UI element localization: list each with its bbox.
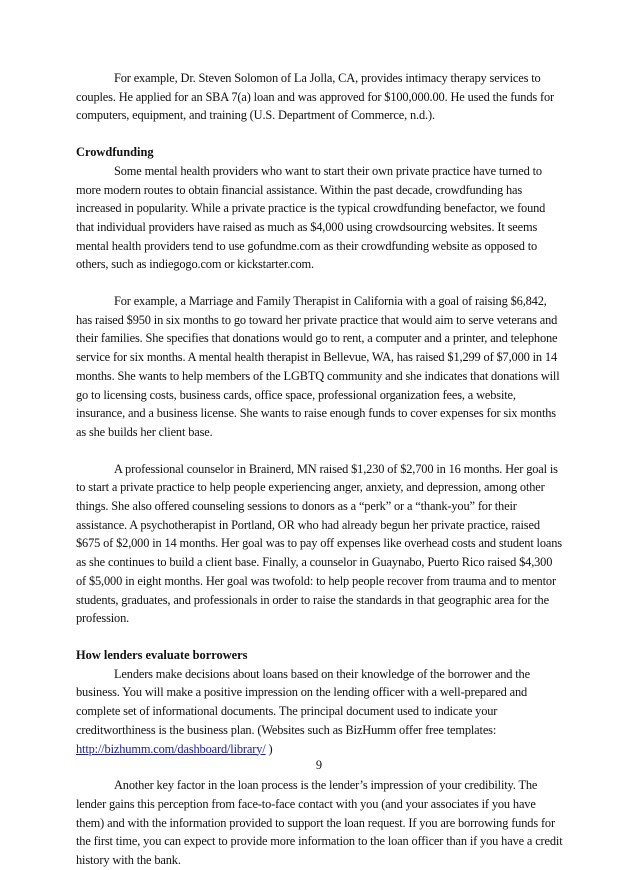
- paragraph-gap: [76, 628, 563, 646]
- lenders-text: Lenders make decisions about loans based on their knowledge of the borrower and the business. You will make a positive impression on the lending officer with a well-prepared and complete set of informational documents. The principal document used to indicate your creditworthiness is the business plan. (Websites such as BizHumm offer free templates:: [76, 666, 530, 737]
- paragraph-crowdfunding-intro: Some mental health providers who want to start their own private practice have turned to more modern routes to obtain financial assistance. Within the past decade, crowdfunding has increased in popularity. While a private practice is the typical crowdfunding benefactor, we found that individual providers have raised as much as $4,000 using crowdsourcing websites. It seems mental health providers tend to use gofundme.com as their crowdfunding website as opposed to others, such as indiegogo.com or kickstarter.com.: [76, 163, 546, 272]
- paragraph-crowdfunding-examples-1: For example, a Marriage and Family Therapist in California with a goal of raising $6,842, has raised $950 in six months to go toward her private practice that would aim to serve veterans and their families. She specifies that donations would go to rent, a computer and a printer, and telephone service for six months. A mental health therapist in Bellevue, WA, has raised $1,299 of $7,000 in 14 months. She wants to help members of the LGBTQ community and she indicates that donations will go to licensing costs, business cards, office space, professional organization fees, a website, insurance, and a business license. She wants to raise enough funds to cover expenses for six months as she builds her client base.: [76, 294, 560, 439]
- paragraph-gap: [76, 274, 563, 292]
- paragraph-credibility: Another key factor in the loan process is the lender’s impression of your credibility. The lender gains this perception from face-to-face contact with you (and your associates if you have them) and with the information provided to support the loan request. If you are borrowing funds for the first time, you can expect to provide more information to the loan officer than if you have a credit history with the bank.: [76, 778, 563, 868]
- paragraph-sba-example: For example, Dr. Steven Solomon of La Jolla, CA, provides intimacy therapy services to couples. He applied for an SBA 7(a) loan and was approved for $100,000.00. He used the funds for computers, equipment, and training (U.S. Department of Commerce, n.d.).: [76, 71, 555, 123]
- lenders-text-end: ): [265, 741, 273, 756]
- heading-lenders-evaluate: How lenders evaluate borrowers: [76, 647, 248, 662]
- paragraph-lenders-decisions: [76, 665, 563, 759]
- paragraph-gap: [76, 442, 563, 460]
- heading-crowdfunding: Crowdfunding: [76, 145, 154, 160]
- paragraph-gap: [76, 125, 563, 143]
- page-number: 9: [315, 758, 323, 772]
- paragraph-crowdfunding-examples-2: A professional counselor in Brainerd, MN raised $1,230 of $2,700 in 16 months. Her goal is to start a private practice to help people experiencing anger, anxiety, and depression, among other things. She also offered counseling sessions to donors as a “perk” or a “thank-you” for their assistance. A psychotherapist in Portland, OR who had already begun her private practice, raised $675 of $2,000 in 14 months. Her goal was to pay off expenses like overhead costs and student loans as she continues to build a client base. Finally, a counselor in Guaynabo, Puerto Rico raised $4,300 of $5,000 in eight months. Her goal was twofold: to help people recover from trauma and to mentor students, graduates, and professionals in order to raise the standards in that geographic area for the profession.: [76, 461, 562, 626]
- bizhumm-link[interactable]: http://bizhumm.com/dashboard/library/: [76, 741, 266, 756]
- document-page: [76, 69, 563, 870]
